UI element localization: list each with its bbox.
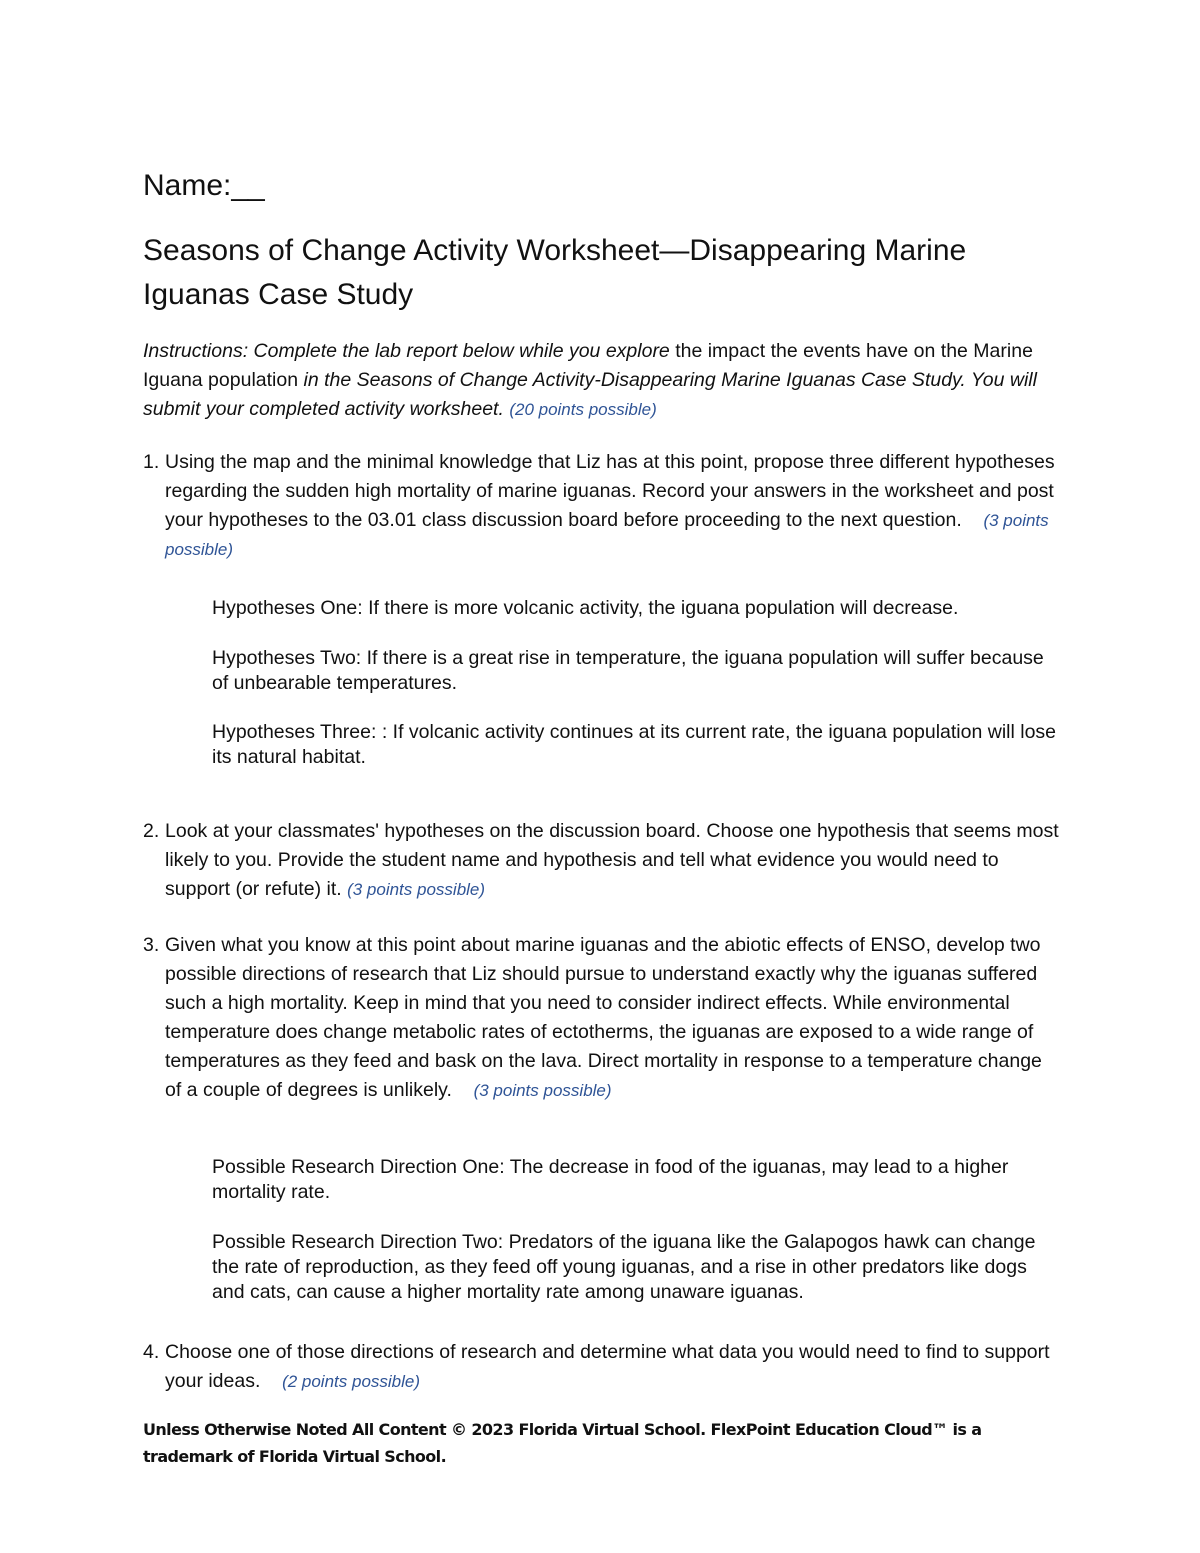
answer-research-direction-two: Possible Research Direction Two: Predators of the iguana like the Galapogos hawk can change the rate of reproduction, as they feed off young iguanas, and a rise in other predators like dogs and cats, can cause a higher mortality rate among unaware iguanas. <box>212 1231 1036 1303</box>
question-text: Given what you know at this point about marine iguanas and the abiotic effects of ENSO, develop two possible directions of research that Liz should pursue to understand exactly why the iguanas suffered such a high mortality. Keep in mind that you need to consider indirect effects. While environmental temperature does change metabolic rates of ectotherms, the iguanas are exposed to a wide range of temperatures as they feed and bask on the lava. Direct mortality in response to a temperature change of a couple of degrees is unlikely. <box>165 934 1042 1101</box>
question-points: (3 points possible) <box>165 511 1049 559</box>
answer-hypothesis-one: Hypotheses One: If there is more volcanic activity, the iguana population will decrease. <box>212 597 959 619</box>
question-number: 4. <box>143 1341 160 1363</box>
answer-hypothesis-two: Hypotheses Two: If there is a great rise in temperature, the iguana population will suffer because of unbearable temperatures. <box>212 647 1044 694</box>
question-text: Using the map and the minimal knowledge that Liz has at this point, propose three different hypotheses regarding the sudden high mortality of marine iguanas. Record your answers in the worksheet and post your hypotheses to the 03.01 class discussion board before proceeding to the next question. <box>165 451 1055 531</box>
question-points: (3 points possible) <box>473 1081 612 1100</box>
question-text: Look at your classmates' hypotheses on the discussion board. Choose one hypothesis that seems most likely to you. Provide the student name and hypothesis and tell what evidence you would need to support (or refute) it. <box>165 820 1059 900</box>
instructions-italic-2: in the Seasons of Change Activity-Disappearing Marine Iguanas Case Study. You will submit your completed activity worksheet. <box>143 369 1037 420</box>
instructions-points: (20 points possible) <box>509 400 657 419</box>
question-text: Choose one of those directions of research and determine what data you would need to find to support your ideas. <box>165 1341 1050 1392</box>
question-1 <box>143 448 1063 564</box>
question-number: 2. <box>143 820 160 842</box>
question-number: 1. <box>143 451 160 473</box>
question-4 <box>143 1338 1063 1396</box>
page-title: Seasons of Change Activity Worksheet—Disappearing Marine Iguanas Case Study <box>143 234 967 311</box>
question-2 <box>143 817 1063 904</box>
question-3 <box>143 931 1063 1105</box>
copyright-footer: Unless Otherwise Noted All Content © 2023 Florida Virtual School. FlexPoint Education Cloud™ is a trademark of Florida Virtual School. <box>143 1420 982 1466</box>
instructions-paragraph <box>143 337 1073 424</box>
question-number: 3. <box>143 934 160 956</box>
question-points: (3 points possible) <box>347 880 486 899</box>
answer-hypothesis-three: Hypotheses Three: : If volcanic activity continues at its current rate, the iguana population will lose its natural habitat. <box>212 721 1057 768</box>
answer-research-direction-one: Possible Research Direction One: The decrease in food of the iguanas, may lead to a higher mortality rate. <box>212 1156 1009 1203</box>
instructions-plain-1: the impact the events have on the Marine Iguana population <box>143 340 1033 391</box>
question-points: (2 points possible) <box>282 1372 421 1391</box>
instructions-italic-1: Instructions: Complete the lab report below while you explore <box>143 340 670 362</box>
name-label: Name:__ <box>143 169 265 202</box>
